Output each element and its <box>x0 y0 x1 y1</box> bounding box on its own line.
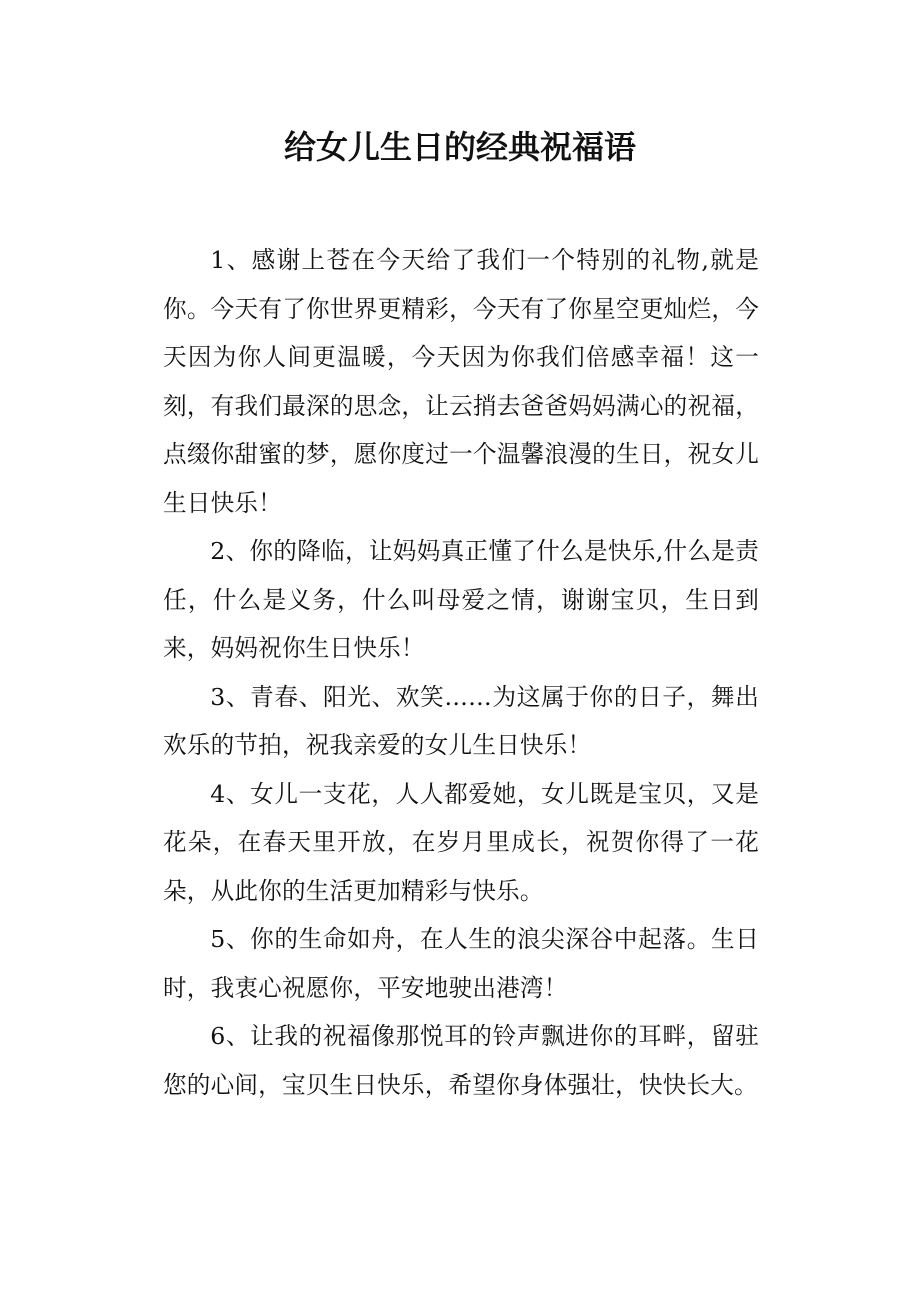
paragraph-4: 4、女儿一支花，人人都爱她，女儿既是宝贝，又是花朵，在春天里开放，在岁月里成长，祝贺你得了一花朵，从此你的生活更加精彩与快乐。 <box>163 779 759 905</box>
paragraph-6: 6、让我的祝福像那悦耳的铃声飘进你的耳畔，留驻您的心间，宝贝生日快乐，希望你身体强壮，快快长大。 <box>163 1022 759 1099</box>
paragraph-1: 1、感谢上苍在今天给了我们一个特别的礼物,就是你。今天有了你世界更精彩，今天有了你星空更灿烂，今天因为你人间更温暖，今天因为你我们倍感幸福！这一刻，有我们最深的思念，让云捎去爸爸妈妈满心的祝福，点缀你甜蜜的梦，愿你度过一个温馨浪漫的生日，祝女儿生日快乐！ <box>163 246 759 517</box>
document-body <box>163 236 759 1109</box>
paragraph-5: 5、你的生命如舟，在人生的浪尖深谷中起落。生日时，我衷心祝愿你，平安地驶出港湾！ <box>163 925 759 1002</box>
document-title: 给女儿生日的经典祝福语 <box>283 128 636 166</box>
paragraph-2: 2、你的降临，让妈妈真正懂了什么是快乐,什么是责任，什么是义务，什么叫母爱之情，谢谢宝贝，生日到来，妈妈祝你生日快乐！ <box>163 537 759 662</box>
paragraph-3: 3、青春、阳光、欢笑……为这属于你的日子，舞出欢乐的节拍，祝我亲爱的女儿生日快乐！ <box>163 682 759 759</box>
